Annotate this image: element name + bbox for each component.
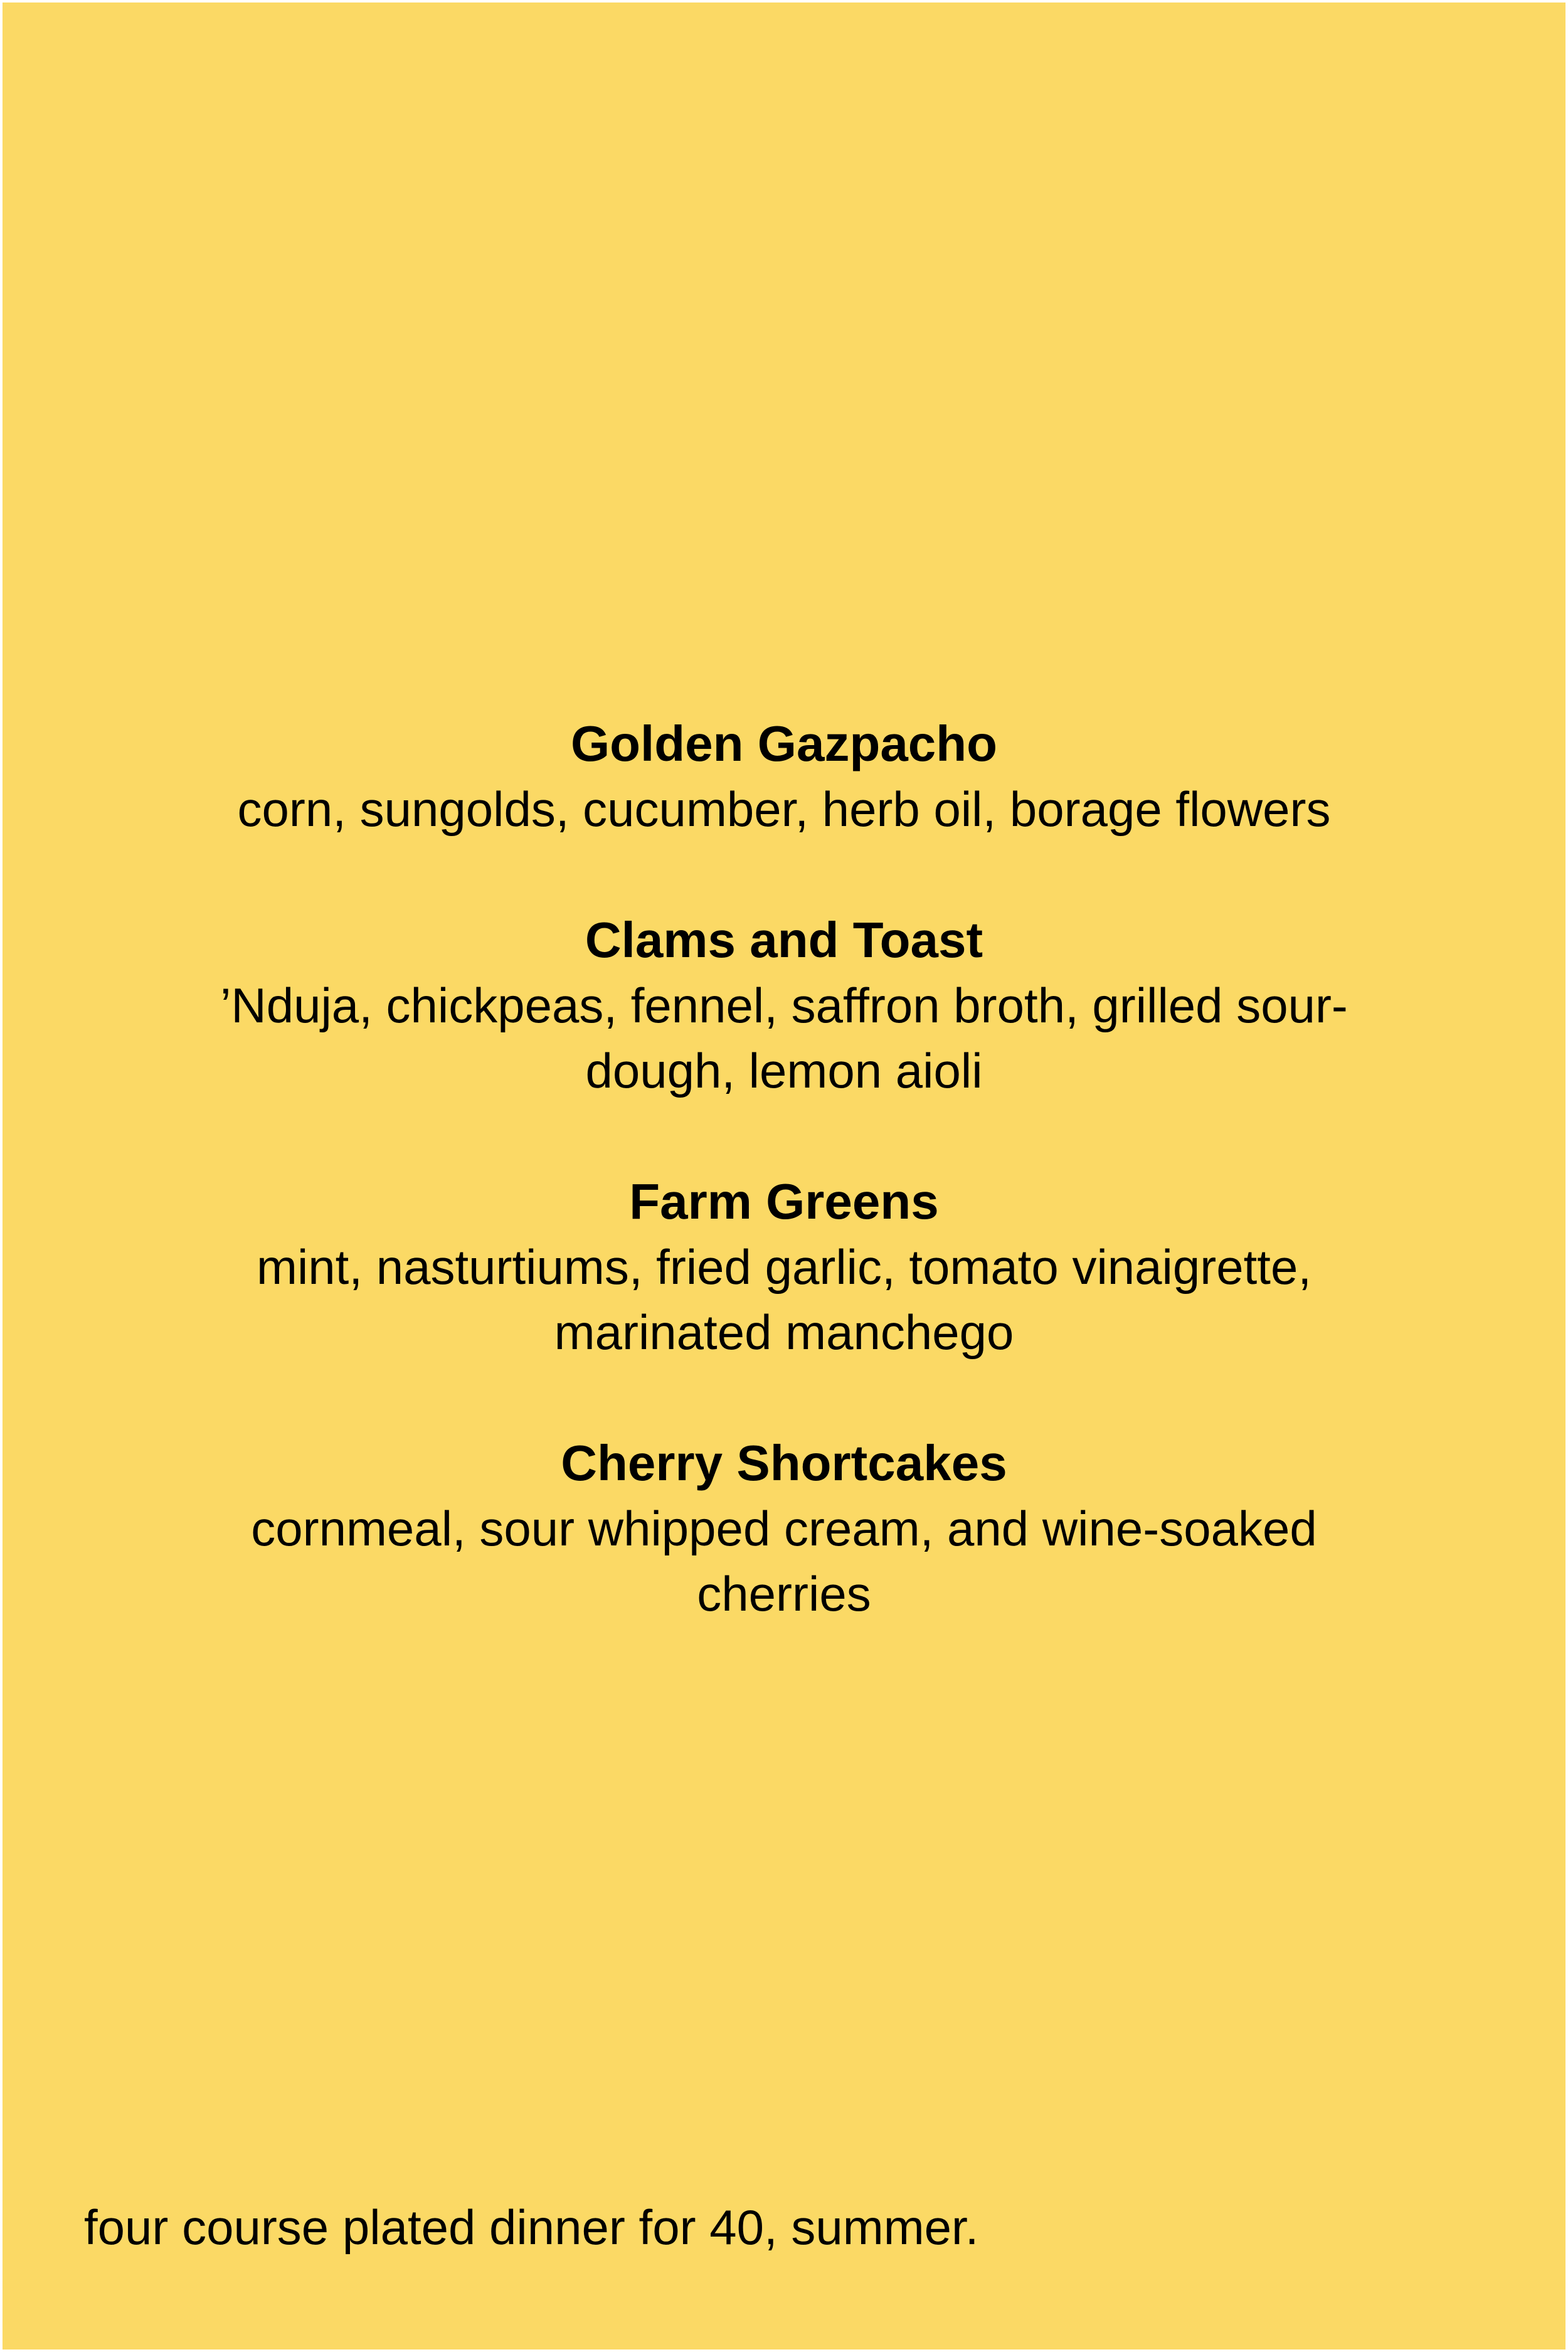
course-title: Golden Gazpacho [570, 716, 998, 771]
course-title: Farm Greens [629, 1173, 939, 1229]
course-title: Cherry Shortcakes [561, 1435, 1007, 1491]
menu-page [3, 3, 1565, 2349]
course-description: ’Nduja, chickpeas, fennel, saffron broth, grilled sour- [220, 978, 1348, 1033]
menu-list [3, 711, 1565, 1692]
course-title: Clams and Toast [585, 912, 983, 968]
menu-course-clams-and-toast [157, 908, 1411, 1103]
course-description: corn, sungolds, cucumber, herb oil, borage flowers [237, 781, 1331, 837]
menu-course-farm-greens [157, 1169, 1411, 1365]
menu-course-cherry-shortcakes [157, 1431, 1411, 1626]
course-description: cornmeal, sour whipped cream, and wine-soaked [251, 1501, 1317, 1556]
menu-course-golden-gazpacho [157, 711, 1411, 842]
course-description: dough, lemon aioli [585, 1043, 983, 1098]
footer-note: four course plated dinner for 40, summer. [84, 2200, 979, 2255]
course-description: mint, nasturtiums, fried garlic, tomato vinaigrette, [257, 1239, 1311, 1295]
course-description: marinated manchego [554, 1305, 1014, 1360]
course-description: cherries [697, 1566, 871, 1621]
